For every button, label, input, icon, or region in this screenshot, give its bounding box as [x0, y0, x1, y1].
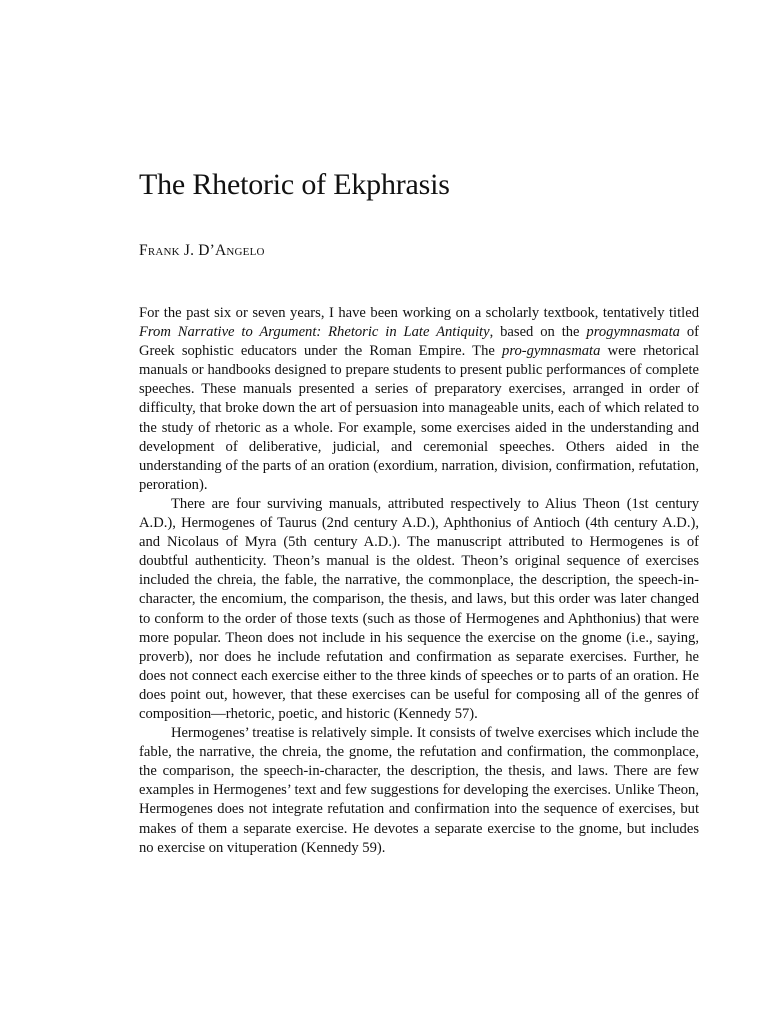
- text-segment: , based on the: [489, 324, 587, 341]
- term-italic: pro-gymnasmata: [502, 343, 601, 360]
- paragraph-1: [139, 304, 699, 495]
- text-segment: For the past six or seven years, I have been working on a scholarly textbook, tentatively titled: [139, 305, 699, 321]
- article-body: [139, 304, 699, 858]
- journal-page: [139, 0, 699, 1024]
- paragraph-3: [139, 724, 699, 858]
- text-segment: Hermogenes’ treatise is relatively simple. It consists of twelve exercises which include the fable, the narrative, the chreia, the gnome, the refutation and confirmation, the commonplace, the comparison, the speech-in-character, the description, the thesis, and laws. There are few examples in Hermogenes’ text and few suggestions for developing the exercises. Unlike Theon, Hermogenes does not integrate refutation and confirmation into the sequence of exercises, but makes of them a separate exercise. He devotes a separate exercise to the gnome, but includes no exercise on vituperation (Kennedy 59).: [139, 725, 699, 856]
- text-segment: There are four surviving manuals, attributed respectively to Alius Theon (1st century A.D.), Hermogenes of Taurus (2nd century A.D.), Aphthonius of Antioch (4th century A.D.), and Nicolaus of Myra (5th century A.D.). The manuscript attributed to Hermogenes is of doubtful authenticity. Theon’s manual is the oldest. Theon’s original sequence of exercises included the chreia, the fable, the narrative, the commonplace, the description, the speech-in-character, the encomium, the comparison, the thesis, and laws, but this order was later changed to conform to the order of those texts (such as those of Hermogenes and Aphthonius) that were more popular. Theon does not include in his sequence the exercise on the gnome (i.e., saying, proverb), nor does he include refutation and confirmation as separate exercises. Further, he does not connect each exercise either to the three kinds of speeches or to parts of an oration. He does point out, however, that these exercises can be useful for composing all of the genres of composition—rhetoric, poetic, and historic (Kennedy 57).: [139, 495, 699, 722]
- article-author: Frank J. D’Angelo: [139, 242, 265, 259]
- book-title-italic: From Narrative to Argument: Rhetoric in Late Antiquity: [139, 324, 490, 341]
- term-italic: progymnasmata: [586, 324, 680, 341]
- text-segment: of Greek sophistic educators under the Roman Empire. The: [139, 324, 699, 360]
- text-segment: were rhetorical manuals or handbooks designed to prepare students to present public performances of complete speeches. These manuals presented a series of preparatory exercises, arranged in order of difficulty, that broke down the art of persuasion into manageable units, each of which related to the study of rhetoric as a whole. For example, some exercises aided in the understanding and development of deliberative, judicial, and ceremonial speeches. Others aided in the understanding of the parts of an oration (exordium, narration, division, confirmation, refutation, peroration).: [139, 343, 700, 493]
- paragraph-2: [139, 495, 699, 724]
- article-title: The Rhetoric of Ekphrasis: [139, 168, 450, 201]
